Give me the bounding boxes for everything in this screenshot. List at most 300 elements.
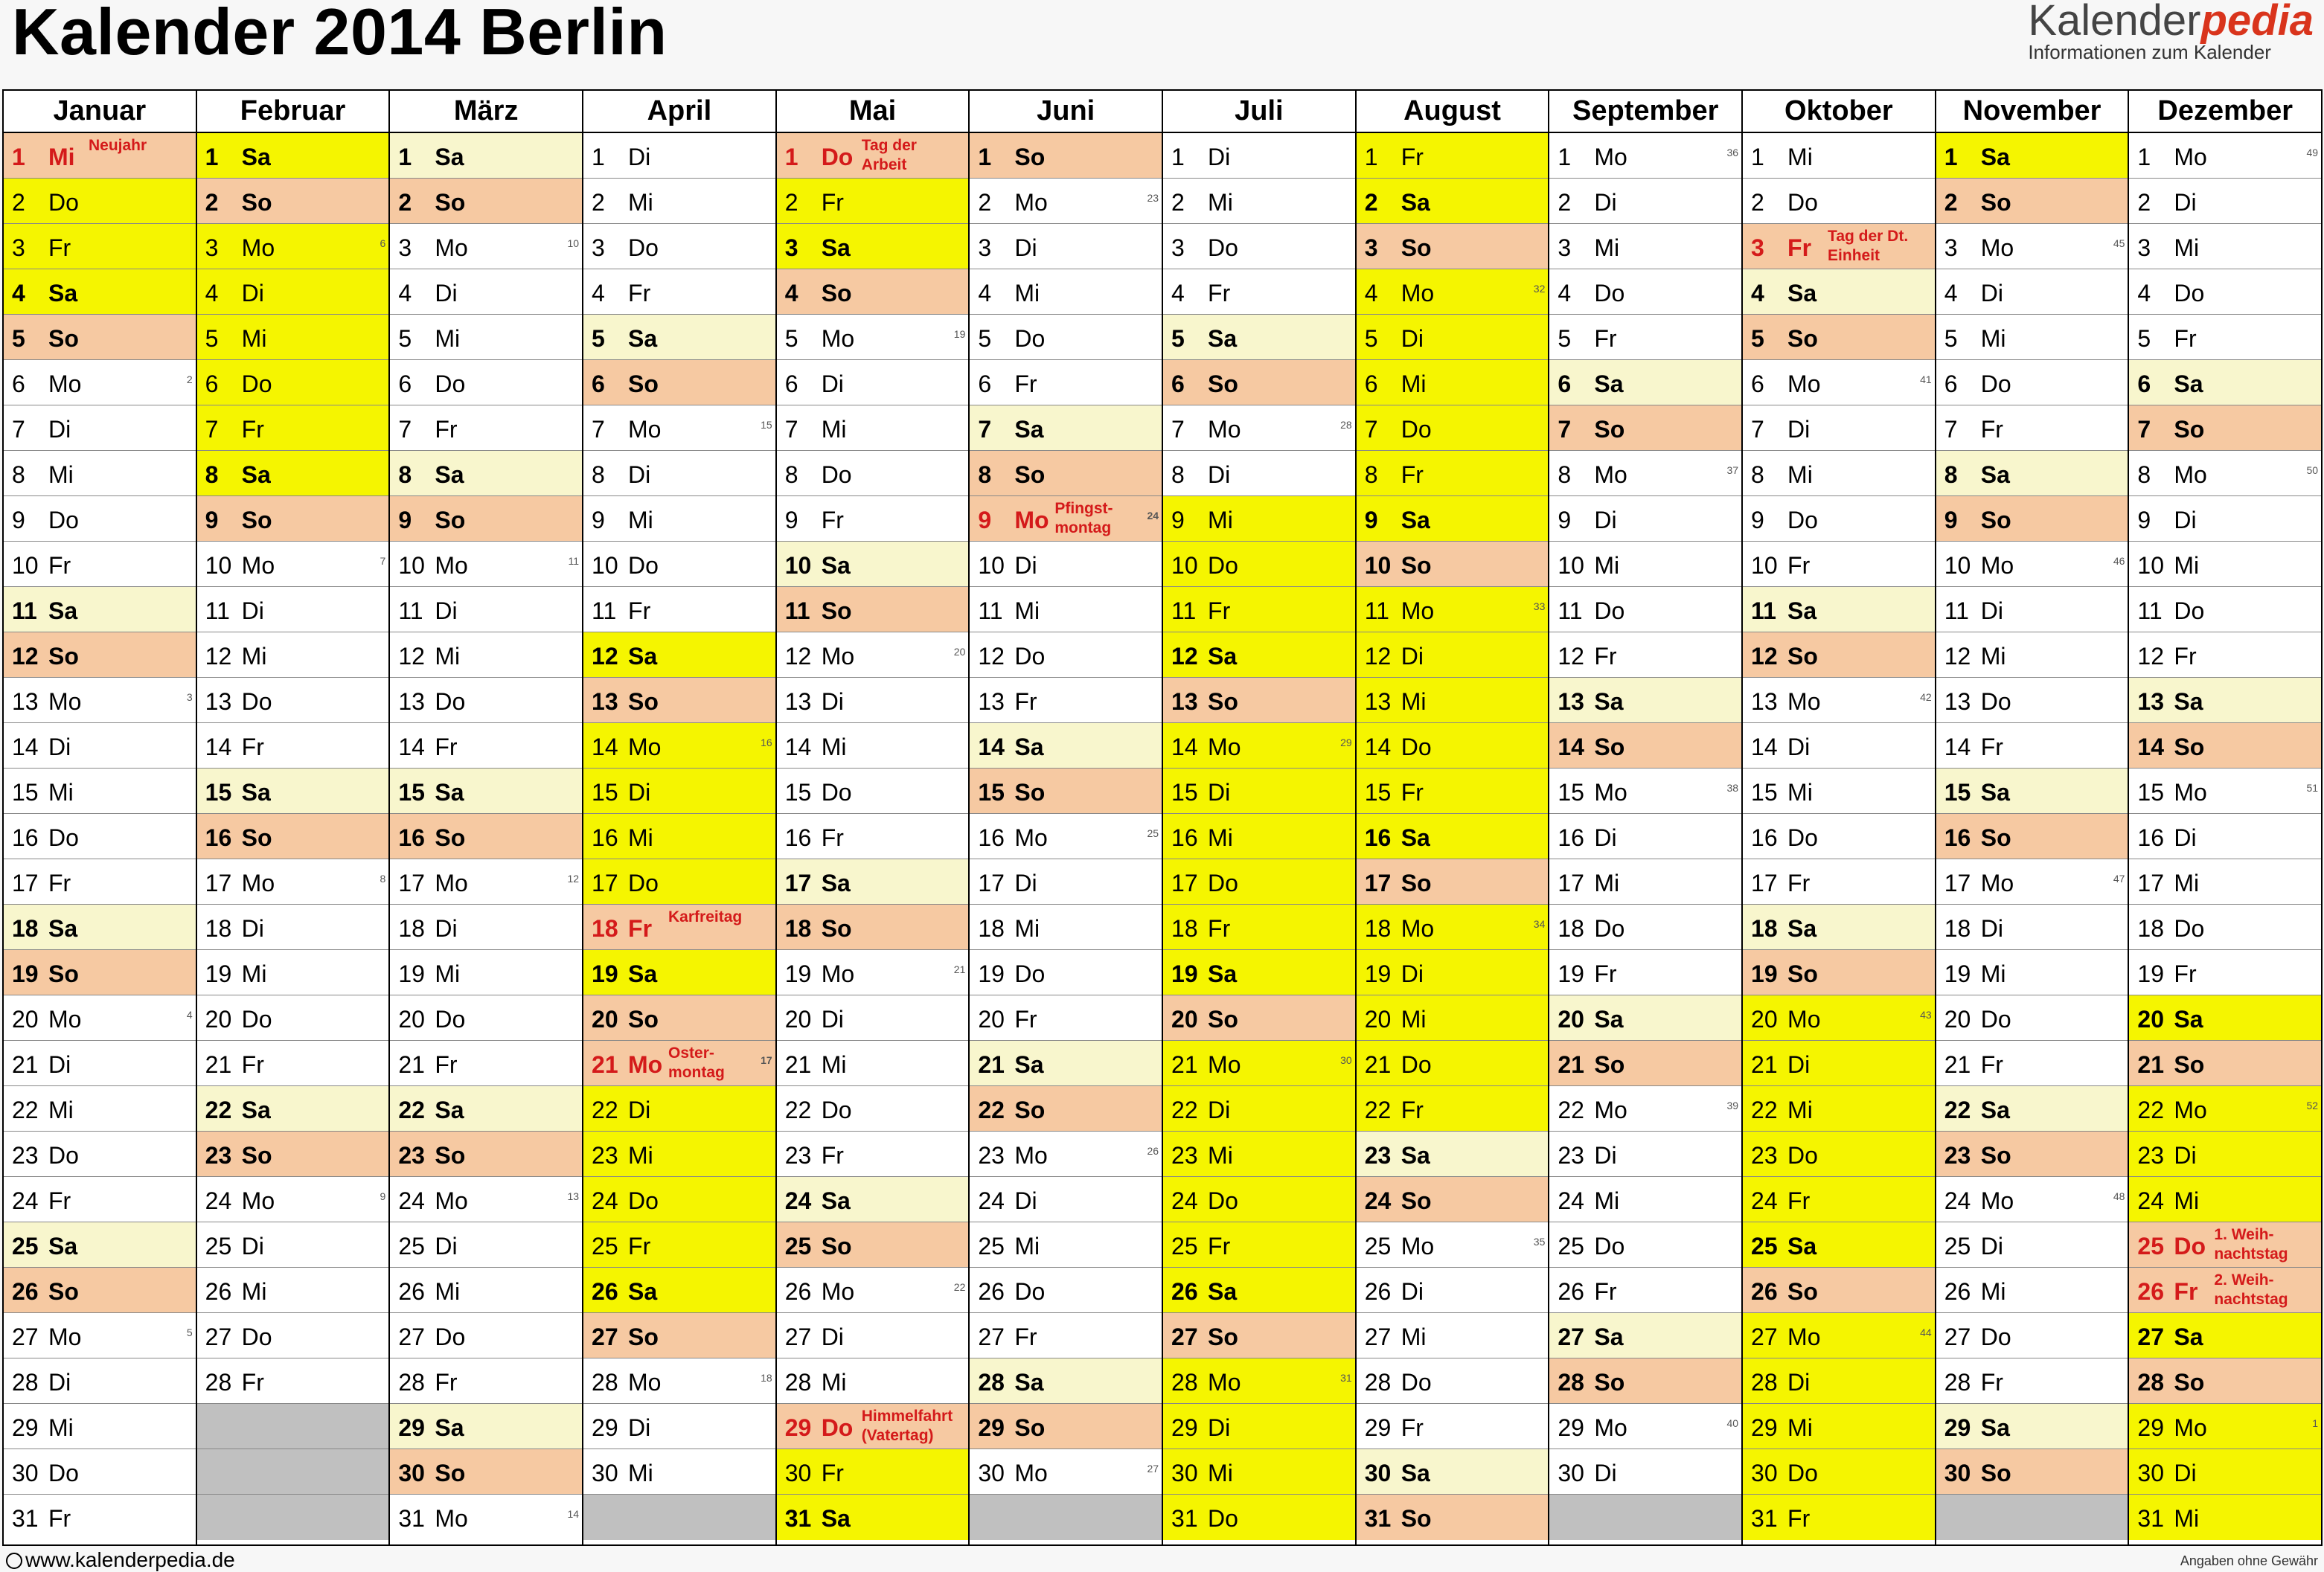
- day-cell[interactable]: [2129, 1086, 2321, 1132]
- day-cell[interactable]: [1936, 1449, 2128, 1495]
- day-cell[interactable]: [970, 224, 1162, 269]
- day-cell[interactable]: [197, 1132, 389, 1177]
- day-cell[interactable]: [1743, 1449, 1935, 1495]
- day-cell[interactable]: [777, 133, 969, 179]
- day-cell[interactable]: [970, 405, 1162, 451]
- day-cell[interactable]: [197, 315, 389, 360]
- day-cell[interactable]: [1549, 1449, 1741, 1495]
- day-cell[interactable]: [1743, 405, 1935, 451]
- day-cell[interactable]: [4, 269, 196, 315]
- day-cell[interactable]: [1549, 360, 1741, 405]
- day-cell[interactable]: [777, 360, 969, 405]
- day-cell[interactable]: [777, 1449, 969, 1495]
- day-cell[interactable]: [1163, 1132, 1355, 1177]
- day-cell[interactable]: [970, 1041, 1162, 1086]
- day-cell[interactable]: [1357, 632, 1549, 678]
- day-cell[interactable]: [1936, 360, 2128, 405]
- day-cell[interactable]: [1163, 632, 1355, 678]
- day-cell[interactable]: [1936, 1177, 2128, 1222]
- day-cell[interactable]: [197, 859, 389, 905]
- day-cell[interactable]: [2129, 224, 2321, 269]
- day-cell[interactable]: [1743, 1041, 1935, 1086]
- day-cell[interactable]: [970, 315, 1162, 360]
- day-cell[interactable]: [390, 1358, 582, 1404]
- day-cell[interactable]: [1936, 1041, 2128, 1086]
- day-cell[interactable]: [4, 769, 196, 814]
- day-cell[interactable]: [970, 995, 1162, 1041]
- day-cell[interactable]: [1549, 542, 1741, 587]
- day-cell[interactable]: [197, 451, 389, 496]
- day-cell[interactable]: [390, 814, 582, 859]
- day-cell[interactable]: [1936, 451, 2128, 496]
- day-cell[interactable]: [1936, 995, 2128, 1041]
- day-cell[interactable]: [1549, 1132, 1741, 1177]
- day-cell[interactable]: [583, 1222, 775, 1268]
- day-cell[interactable]: [390, 1404, 582, 1449]
- day-cell[interactable]: [1357, 1177, 1549, 1222]
- day-cell[interactable]: [4, 1449, 196, 1495]
- day-cell[interactable]: [583, 905, 775, 950]
- day-cell[interactable]: [1743, 451, 1935, 496]
- day-cell[interactable]: [1357, 179, 1549, 224]
- day-cell[interactable]: [197, 1313, 389, 1358]
- day-cell[interactable]: [1936, 224, 2128, 269]
- day-cell[interactable]: [1936, 905, 2128, 950]
- day-cell[interactable]: [583, 769, 775, 814]
- day-cell[interactable]: [197, 905, 389, 950]
- day-cell[interactable]: [1743, 1268, 1935, 1313]
- day-cell[interactable]: [1357, 360, 1549, 405]
- day-cell[interactable]: [2129, 1449, 2321, 1495]
- day-cell[interactable]: [1743, 1313, 1935, 1358]
- day-cell[interactable]: [390, 950, 582, 995]
- day-cell[interactable]: [777, 1268, 969, 1313]
- day-cell[interactable]: [777, 1222, 969, 1268]
- day-cell[interactable]: [4, 1177, 196, 1222]
- day-cell[interactable]: [1743, 1177, 1935, 1222]
- day-cell[interactable]: [4, 1222, 196, 1268]
- day-cell[interactable]: [390, 451, 582, 496]
- day-cell[interactable]: [1163, 1449, 1355, 1495]
- day-cell[interactable]: [1936, 269, 2128, 315]
- day-cell[interactable]: [1549, 224, 1741, 269]
- day-cell[interactable]: [197, 587, 389, 632]
- day-cell[interactable]: [1163, 224, 1355, 269]
- day-cell[interactable]: [4, 859, 196, 905]
- day-cell[interactable]: [4, 179, 196, 224]
- day-cell[interactable]: [1549, 1268, 1741, 1313]
- day-cell[interactable]: [4, 1313, 196, 1358]
- day-cell[interactable]: [777, 1177, 969, 1222]
- day-cell[interactable]: [1163, 1041, 1355, 1086]
- day-cell[interactable]: [1743, 587, 1935, 632]
- day-cell[interactable]: [583, 179, 775, 224]
- day-cell[interactable]: [1357, 133, 1549, 179]
- day-cell[interactable]: [970, 632, 1162, 678]
- day-cell[interactable]: [1549, 723, 1741, 769]
- day-cell[interactable]: [4, 678, 196, 723]
- day-cell[interactable]: [1357, 859, 1549, 905]
- day-cell[interactable]: [1357, 1449, 1549, 1495]
- day-cell[interactable]: [1549, 1222, 1741, 1268]
- day-cell[interactable]: [1743, 995, 1935, 1041]
- day-cell[interactable]: [197, 542, 389, 587]
- day-cell[interactable]: [970, 1132, 1162, 1177]
- day-cell[interactable]: [583, 1177, 775, 1222]
- day-cell[interactable]: [2129, 905, 2321, 950]
- day-cell[interactable]: [1163, 269, 1355, 315]
- day-cell[interactable]: [197, 814, 389, 859]
- day-cell[interactable]: [1163, 451, 1355, 496]
- day-cell[interactable]: [4, 905, 196, 950]
- day-cell[interactable]: [1936, 1404, 2128, 1449]
- day-cell[interactable]: [2129, 950, 2321, 995]
- day-cell[interactable]: [1163, 723, 1355, 769]
- day-cell[interactable]: [970, 587, 1162, 632]
- day-cell[interactable]: [1743, 1086, 1935, 1132]
- day-cell[interactable]: [390, 905, 582, 950]
- day-cell[interactable]: [2129, 995, 2321, 1041]
- day-cell[interactable]: [4, 1041, 196, 1086]
- day-cell[interactable]: [390, 405, 582, 451]
- day-cell[interactable]: [583, 269, 775, 315]
- day-cell[interactable]: [197, 496, 389, 542]
- day-cell[interactable]: [970, 1358, 1162, 1404]
- day-cell[interactable]: [970, 542, 1162, 587]
- day-cell[interactable]: [970, 769, 1162, 814]
- day-cell[interactable]: [1743, 360, 1935, 405]
- day-cell[interactable]: [390, 360, 582, 405]
- day-cell[interactable]: [390, 587, 582, 632]
- day-cell[interactable]: [4, 1358, 196, 1404]
- day-cell[interactable]: [970, 1177, 1162, 1222]
- day-cell[interactable]: [1743, 905, 1935, 950]
- day-cell[interactable]: [1357, 678, 1549, 723]
- day-cell[interactable]: [583, 632, 775, 678]
- day-cell[interactable]: [1549, 179, 1741, 224]
- day-cell[interactable]: [1549, 632, 1741, 678]
- day-cell[interactable]: [777, 224, 969, 269]
- day-cell[interactable]: [1357, 1132, 1549, 1177]
- day-cell[interactable]: [583, 1404, 775, 1449]
- day-cell[interactable]: [2129, 360, 2321, 405]
- day-cell[interactable]: [4, 496, 196, 542]
- day-cell[interactable]: [1163, 542, 1355, 587]
- day-cell[interactable]: [2129, 269, 2321, 315]
- day-cell[interactable]: [1549, 678, 1741, 723]
- day-cell[interactable]: [1743, 632, 1935, 678]
- day-cell[interactable]: [1357, 995, 1549, 1041]
- day-cell[interactable]: [1743, 179, 1935, 224]
- day-cell[interactable]: [583, 1313, 775, 1358]
- day-cell[interactable]: [1549, 814, 1741, 859]
- day-cell[interactable]: [390, 179, 582, 224]
- day-cell[interactable]: [2129, 1041, 2321, 1086]
- day-cell[interactable]: [970, 1313, 1162, 1358]
- day-cell[interactable]: [4, 315, 196, 360]
- day-cell[interactable]: [1549, 587, 1741, 632]
- day-cell[interactable]: [1549, 1358, 1741, 1404]
- day-cell[interactable]: [197, 1222, 389, 1268]
- day-cell[interactable]: [1163, 859, 1355, 905]
- day-cell[interactable]: [970, 360, 1162, 405]
- day-cell[interactable]: [1743, 1222, 1935, 1268]
- day-cell[interactable]: [1357, 1268, 1549, 1313]
- day-cell[interactable]: [1549, 995, 1741, 1041]
- day-cell[interactable]: [583, 1041, 775, 1086]
- day-cell[interactable]: [1163, 1086, 1355, 1132]
- day-cell[interactable]: [1549, 1313, 1741, 1358]
- day-cell[interactable]: [1549, 769, 1741, 814]
- day-cell[interactable]: [1163, 1313, 1355, 1358]
- day-cell[interactable]: [1357, 1222, 1549, 1268]
- day-cell[interactable]: [2129, 769, 2321, 814]
- day-cell[interactable]: [1357, 451, 1549, 496]
- day-cell[interactable]: [1936, 632, 2128, 678]
- day-cell[interactable]: [4, 1404, 196, 1449]
- day-cell[interactable]: [1743, 224, 1935, 269]
- day-cell[interactable]: [1936, 723, 2128, 769]
- day-cell[interactable]: [2129, 1313, 2321, 1358]
- day-cell[interactable]: [1357, 1041, 1549, 1086]
- day-cell[interactable]: [970, 1268, 1162, 1313]
- day-cell[interactable]: [1936, 1132, 2128, 1177]
- day-cell[interactable]: [2129, 859, 2321, 905]
- day-cell[interactable]: [1163, 587, 1355, 632]
- footer-link[interactable]: [6, 1548, 235, 1572]
- day-cell[interactable]: [583, 405, 775, 451]
- day-cell[interactable]: [197, 950, 389, 995]
- day-cell[interactable]: [197, 224, 389, 269]
- day-cell[interactable]: [197, 723, 389, 769]
- day-cell[interactable]: [1743, 1132, 1935, 1177]
- day-cell[interactable]: [1357, 269, 1549, 315]
- day-cell[interactable]: [1163, 814, 1355, 859]
- day-cell[interactable]: [1163, 133, 1355, 179]
- day-cell[interactable]: [777, 542, 969, 587]
- day-cell[interactable]: [197, 360, 389, 405]
- day-cell[interactable]: [1163, 678, 1355, 723]
- day-cell[interactable]: [2129, 632, 2321, 678]
- day-cell[interactable]: [197, 1086, 389, 1132]
- day-cell[interactable]: [777, 451, 969, 496]
- day-cell[interactable]: [777, 315, 969, 360]
- day-cell[interactable]: [583, 224, 775, 269]
- day-cell[interactable]: [2129, 678, 2321, 723]
- day-cell[interactable]: [777, 1495, 969, 1540]
- day-cell[interactable]: [1549, 1177, 1741, 1222]
- day-cell[interactable]: [390, 1041, 582, 1086]
- day-cell[interactable]: [1743, 1495, 1935, 1540]
- day-cell[interactable]: [390, 678, 582, 723]
- day-cell[interactable]: [390, 1313, 582, 1358]
- day-cell[interactable]: [390, 315, 582, 360]
- day-cell[interactable]: [970, 1404, 1162, 1449]
- day-cell[interactable]: [4, 950, 196, 995]
- day-cell[interactable]: [970, 678, 1162, 723]
- day-cell[interactable]: [1357, 496, 1549, 542]
- day-cell[interactable]: [2129, 723, 2321, 769]
- day-cell[interactable]: [1357, 1404, 1549, 1449]
- day-cell[interactable]: [2129, 814, 2321, 859]
- day-cell[interactable]: [1549, 1041, 1741, 1086]
- day-cell[interactable]: [1743, 723, 1935, 769]
- day-cell[interactable]: [970, 723, 1162, 769]
- day-cell[interactable]: [1549, 405, 1741, 451]
- day-cell[interactable]: [1163, 1358, 1355, 1404]
- day-cell[interactable]: [1936, 859, 2128, 905]
- day-cell[interactable]: [197, 678, 389, 723]
- day-cell[interactable]: [583, 496, 775, 542]
- day-cell[interactable]: [1936, 587, 2128, 632]
- day-cell[interactable]: [1549, 859, 1741, 905]
- day-cell[interactable]: [390, 224, 582, 269]
- day-cell[interactable]: [777, 496, 969, 542]
- day-cell[interactable]: [583, 1358, 775, 1404]
- day-cell[interactable]: [777, 269, 969, 315]
- day-cell[interactable]: [390, 1086, 582, 1132]
- day-cell[interactable]: [1357, 1358, 1549, 1404]
- day-cell[interactable]: [2129, 1222, 2321, 1268]
- day-cell[interactable]: [777, 905, 969, 950]
- day-cell[interactable]: [1743, 678, 1935, 723]
- day-cell[interactable]: [2129, 315, 2321, 360]
- day-cell[interactable]: [1936, 814, 2128, 859]
- day-cell[interactable]: [777, 814, 969, 859]
- day-cell[interactable]: [583, 315, 775, 360]
- day-cell[interactable]: [970, 1086, 1162, 1132]
- day-cell[interactable]: [1549, 1086, 1741, 1132]
- day-cell[interactable]: [583, 678, 775, 723]
- day-cell[interactable]: [970, 133, 1162, 179]
- day-cell[interactable]: [970, 179, 1162, 224]
- day-cell[interactable]: [583, 133, 775, 179]
- day-cell[interactable]: [4, 723, 196, 769]
- day-cell[interactable]: [583, 451, 775, 496]
- day-cell[interactable]: [583, 950, 775, 995]
- day-cell[interactable]: [1357, 1086, 1549, 1132]
- day-cell[interactable]: [390, 133, 582, 179]
- day-cell[interactable]: [777, 859, 969, 905]
- day-cell[interactable]: [1936, 542, 2128, 587]
- day-cell[interactable]: [4, 1495, 196, 1540]
- day-cell[interactable]: [1936, 769, 2128, 814]
- day-cell[interactable]: [1163, 995, 1355, 1041]
- day-cell[interactable]: [390, 1268, 582, 1313]
- day-cell[interactable]: [2129, 451, 2321, 496]
- day-cell[interactable]: [970, 1222, 1162, 1268]
- day-cell[interactable]: [1936, 1313, 2128, 1358]
- day-cell[interactable]: [4, 542, 196, 587]
- day-cell[interactable]: [197, 995, 389, 1041]
- day-cell[interactable]: [1743, 814, 1935, 859]
- day-cell[interactable]: [1357, 1313, 1549, 1358]
- day-cell[interactable]: [390, 1449, 582, 1495]
- day-cell[interactable]: [390, 269, 582, 315]
- day-cell[interactable]: [970, 950, 1162, 995]
- day-cell[interactable]: [4, 224, 196, 269]
- day-cell[interactable]: [1936, 1358, 2128, 1404]
- brand-logo[interactable]: [2028, 0, 2314, 64]
- day-cell[interactable]: [4, 1086, 196, 1132]
- day-cell[interactable]: [1357, 723, 1549, 769]
- day-cell[interactable]: [197, 769, 389, 814]
- day-cell[interactable]: [2129, 542, 2321, 587]
- day-cell[interactable]: [583, 995, 775, 1041]
- day-cell[interactable]: [583, 814, 775, 859]
- day-cell[interactable]: [4, 1268, 196, 1313]
- day-cell[interactable]: [2129, 1268, 2321, 1313]
- day-cell[interactable]: [2129, 587, 2321, 632]
- day-cell[interactable]: [583, 542, 775, 587]
- day-cell[interactable]: [583, 859, 775, 905]
- day-cell[interactable]: [2129, 405, 2321, 451]
- day-cell[interactable]: [1743, 950, 1935, 995]
- day-cell[interactable]: [1936, 496, 2128, 542]
- day-cell[interactable]: [777, 723, 969, 769]
- day-cell[interactable]: [1163, 1177, 1355, 1222]
- day-cell[interactable]: [2129, 133, 2321, 179]
- day-cell[interactable]: [777, 179, 969, 224]
- day-cell[interactable]: [197, 179, 389, 224]
- day-cell[interactable]: [197, 1358, 389, 1404]
- day-cell[interactable]: [1163, 1404, 1355, 1449]
- day-cell[interactable]: [1743, 269, 1935, 315]
- day-cell[interactable]: [390, 1177, 582, 1222]
- day-cell[interactable]: [777, 587, 969, 632]
- day-cell[interactable]: [1549, 496, 1741, 542]
- day-cell[interactable]: [1743, 1358, 1935, 1404]
- day-cell[interactable]: [1743, 133, 1935, 179]
- day-cell[interactable]: [777, 678, 969, 723]
- day-cell[interactable]: [970, 1449, 1162, 1495]
- day-cell[interactable]: [1163, 1495, 1355, 1540]
- day-cell[interactable]: [4, 133, 196, 179]
- day-cell[interactable]: [1743, 769, 1935, 814]
- day-cell[interactable]: [2129, 179, 2321, 224]
- day-cell[interactable]: [1549, 315, 1741, 360]
- day-cell[interactable]: [1549, 451, 1741, 496]
- day-cell[interactable]: [197, 405, 389, 451]
- day-cell[interactable]: [583, 1132, 775, 1177]
- day-cell[interactable]: [1936, 1222, 2128, 1268]
- day-cell[interactable]: [2129, 1132, 2321, 1177]
- day-cell[interactable]: [390, 769, 582, 814]
- day-cell[interactable]: [777, 1086, 969, 1132]
- day-cell[interactable]: [1357, 315, 1549, 360]
- day-cell[interactable]: [1357, 224, 1549, 269]
- day-cell[interactable]: [1357, 542, 1549, 587]
- day-cell[interactable]: [777, 632, 969, 678]
- day-cell[interactable]: [4, 995, 196, 1041]
- day-cell[interactable]: [777, 405, 969, 451]
- day-cell[interactable]: [1357, 587, 1549, 632]
- day-cell[interactable]: [1743, 315, 1935, 360]
- day-cell[interactable]: [1163, 496, 1355, 542]
- day-cell[interactable]: [1549, 905, 1741, 950]
- day-cell[interactable]: [1357, 814, 1549, 859]
- day-cell[interactable]: [777, 1404, 969, 1449]
- day-cell[interactable]: [4, 814, 196, 859]
- day-cell[interactable]: [777, 1041, 969, 1086]
- day-cell[interactable]: [2129, 1495, 2321, 1540]
- day-cell[interactable]: [1357, 1495, 1549, 1540]
- day-cell[interactable]: [970, 905, 1162, 950]
- day-cell[interactable]: [390, 723, 582, 769]
- day-cell[interactable]: [390, 496, 582, 542]
- day-cell[interactable]: [583, 1268, 775, 1313]
- day-cell[interactable]: [777, 950, 969, 995]
